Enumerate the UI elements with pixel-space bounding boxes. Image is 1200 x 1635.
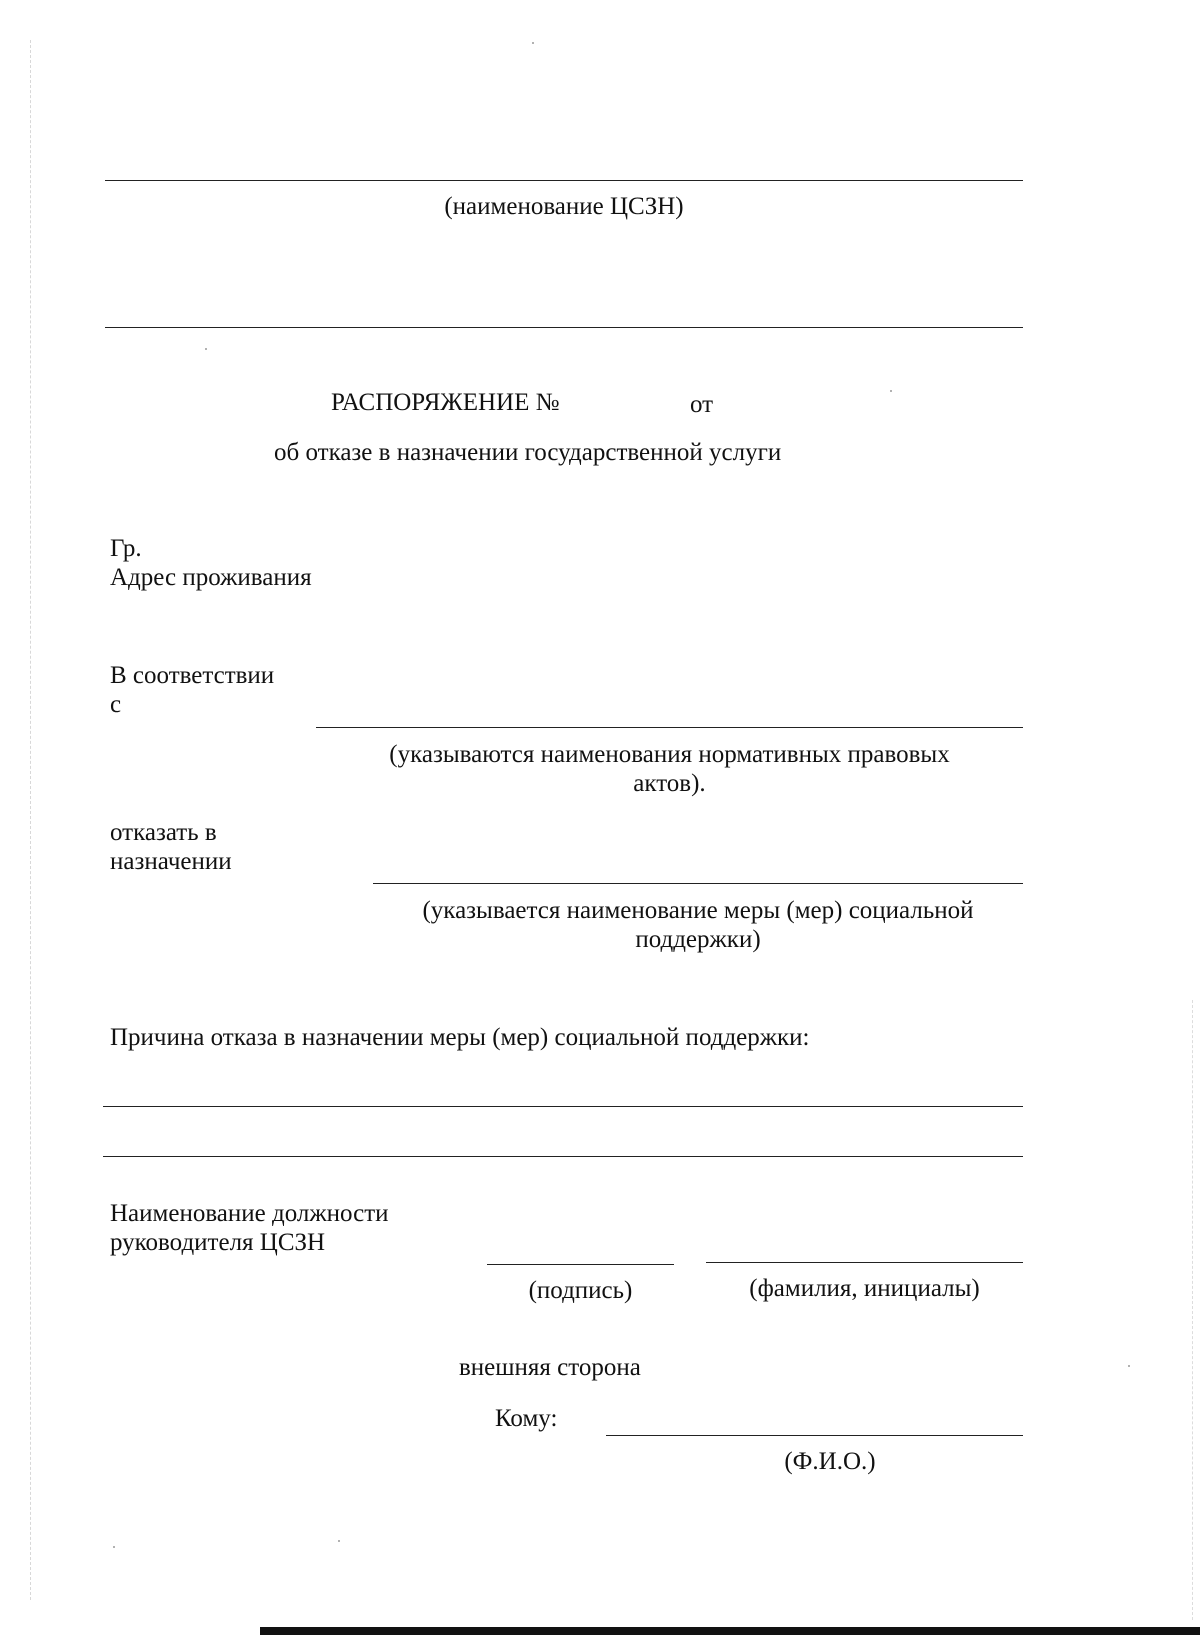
org-name-caption: (наименование ЦСЗН) xyxy=(444,193,684,220)
support-measure-line xyxy=(373,883,1023,884)
address-label: Адрес проживания xyxy=(110,564,312,591)
citizen-label: Гр. xyxy=(110,535,142,562)
scan-edge-left xyxy=(30,40,31,1600)
recipient-fio-caption: (Ф.И.О.) xyxy=(784,1448,876,1475)
scan-speck xyxy=(113,1546,115,1548)
scan-speck xyxy=(890,390,892,392)
support-measure-caption-cont: поддержки) xyxy=(635,926,761,953)
org-name-line xyxy=(105,180,1023,181)
scan-speck xyxy=(532,42,534,44)
refusal-reason-label: Причина отказа в назначении меры (мер) социальной поддержки: xyxy=(110,1024,810,1051)
header-separator-line xyxy=(105,327,1023,328)
recipient-label: Кому: xyxy=(495,1405,558,1432)
name-initials-caption: (фамилия, инициалы) xyxy=(749,1275,980,1302)
scan-speck xyxy=(1128,1365,1130,1367)
order-date-label: от xyxy=(690,391,714,418)
basis-label-cont: с xyxy=(110,691,122,718)
recipient-line xyxy=(606,1435,1023,1436)
signature-caption: (подпись) xyxy=(528,1277,633,1304)
signature-line xyxy=(487,1264,674,1265)
order-title: РАСПОРЯЖЕНИЕ № xyxy=(331,389,560,416)
legal-acts-caption: (указываются наименования нормативных правовых xyxy=(389,741,950,768)
position-label: Наименование должности xyxy=(110,1200,389,1227)
order-subject: об отказе в назначении государственной услуги xyxy=(274,439,782,466)
scan-speck xyxy=(338,1540,340,1542)
legal-acts-caption-cont: актов). xyxy=(633,770,706,797)
reason-line-1 xyxy=(103,1106,1023,1107)
scan-edge-right xyxy=(1192,1000,1193,1620)
basis-label: В соответствии xyxy=(110,662,275,689)
reason-line-2 xyxy=(103,1156,1023,1157)
position-label-cont: руководителя ЦСЗН xyxy=(110,1229,326,1256)
refuse-label: отказать в xyxy=(110,819,217,846)
support-measure-caption: (указывается наименование меры (мер) социальной xyxy=(422,897,974,924)
outer-side-label: внешняя сторона xyxy=(459,1354,641,1381)
name-initials-line xyxy=(706,1262,1023,1263)
legal-acts-line xyxy=(316,727,1023,728)
refuse-label-cont: назначении xyxy=(110,848,232,875)
scan-speck xyxy=(205,348,207,350)
scan-edge-bottom xyxy=(260,1627,1200,1635)
